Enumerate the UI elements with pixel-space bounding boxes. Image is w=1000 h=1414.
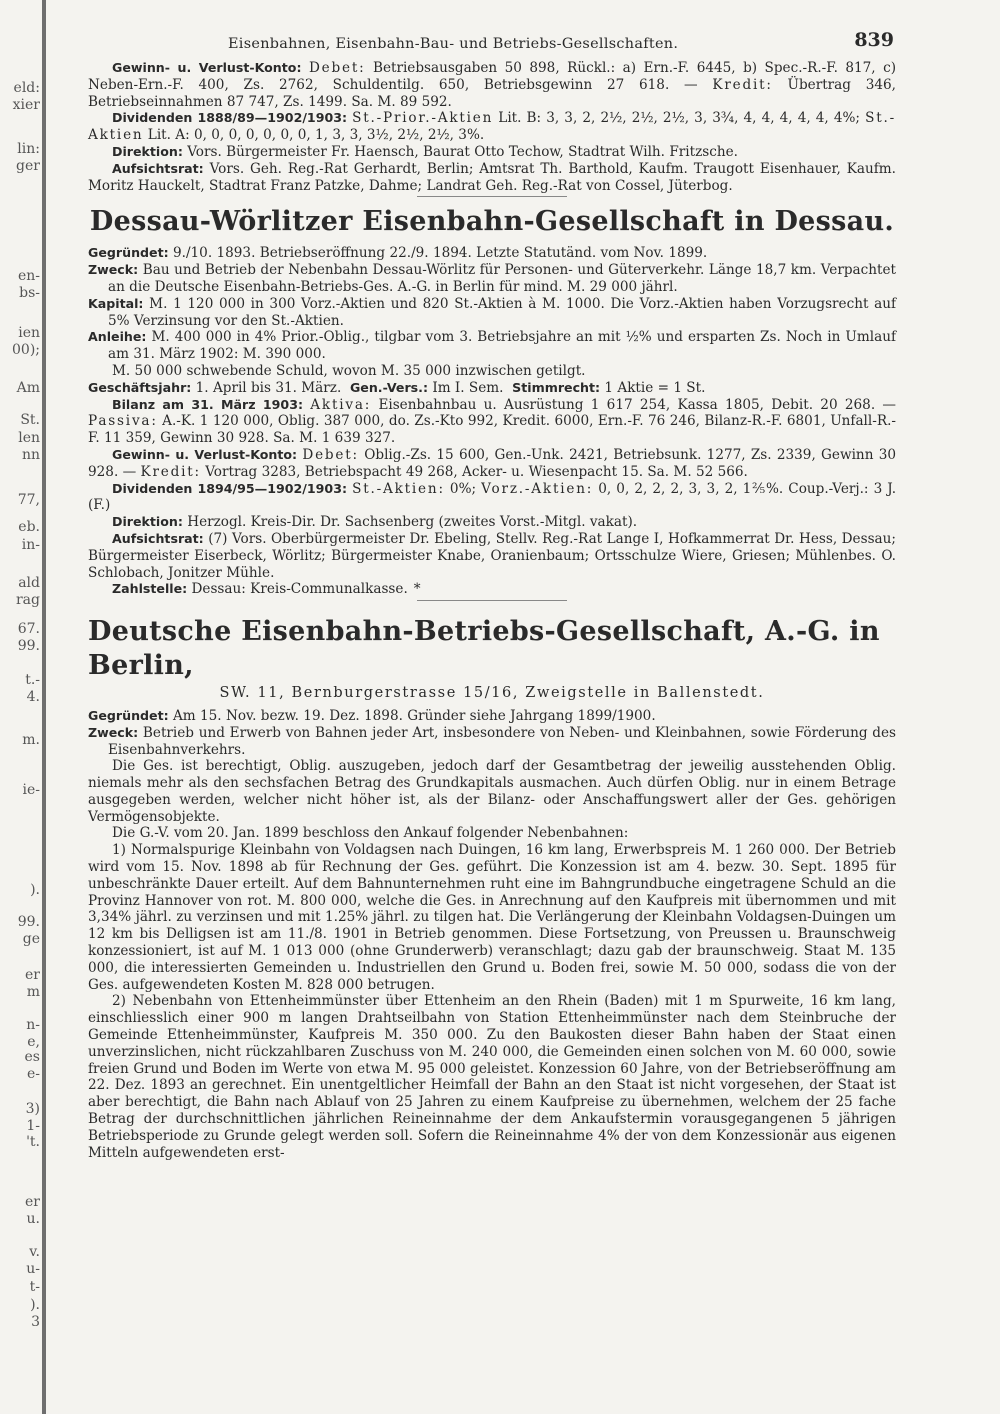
gutter-fragment: in- xyxy=(21,537,40,553)
gutter-fragment: ). xyxy=(30,1297,40,1313)
gutter-fragment: 77, xyxy=(17,492,40,508)
gutter-fragment: t.- xyxy=(25,672,40,688)
gutter-fragment: 1- xyxy=(26,1118,40,1134)
gutter-fragment: ien xyxy=(18,325,40,341)
gutter-fragment: v. xyxy=(29,1244,40,1260)
gutter-fragment: er xyxy=(25,1194,40,1210)
gutter-fragment: u. xyxy=(26,1211,40,1227)
c2-zweck: Zweck: Betrieb und Erwerb von Bahnen jeder Art, insbesondere von Neben- und Kleinbahnen, sowie Förderung des Eisenbahnverkehrs. xyxy=(88,724,896,758)
gutter-fragment: ie- xyxy=(22,782,40,798)
gutter-fragment: bs- xyxy=(19,285,40,301)
company-address: SW. 11, Bernburgerstrasse 15/16, Zweigstelle in Ballenstedt. xyxy=(219,685,765,702)
gutter-fragment: ge xyxy=(22,931,40,947)
gutter-fragment: 3 xyxy=(31,1314,40,1330)
gutter-fragment: es xyxy=(24,1049,40,1065)
gutter-fragment: ald xyxy=(18,575,40,591)
c1-geschaeftsjahr: Geschäftsjahr: 1. April bis 31. März. Gen.-Vers.: Im I. Sem. Stimmrecht: 1 Aktie = 1 St. xyxy=(88,379,706,396)
gutter-fragment: eb. xyxy=(18,519,40,535)
page-header xyxy=(88,28,896,60)
section-divider xyxy=(417,196,567,197)
page-number: 839 xyxy=(854,29,894,51)
gutter-fragment: e- xyxy=(26,1066,40,1082)
c2-paragraph-oblig: Die Ges. ist berechtigt, Oblig. auszugeben, jedoch darf der Gesamtbetrag der jeweilig ausstehenden Oblig. niemals mehr als den sechsfachen Betrag des Grundkapitals ausmachen. Auch dürfen Oblig. nur in einem Betrage ausgegeben werden, welcher nicht höher ist, als der Bilanz- oder Anschaffungswert aller der Ges. gehörigen Vermögensobjekte. xyxy=(88,758,896,825)
gutter-fragment: 3) xyxy=(25,1101,40,1117)
gutter-fragment: Am xyxy=(16,380,40,396)
c1-dividenden: Dividenden 1894/95—1902/1903: St.-Aktien: 0%; Vorz.-Aktien: 0, 0, 2, 2, 2, 3, 3, 2, 1⅖%. Coup.-Verj.: 3 J. (F.) xyxy=(88,480,897,514)
gutter-fragment: 4. xyxy=(26,689,40,705)
gutter-fragment: eld: xyxy=(13,80,40,96)
document-page xyxy=(88,28,896,1161)
company-title-dessau: Dessau-Wörlitzer Eisenbahn-Gesellschaft in Dessau. xyxy=(89,206,895,238)
gutter-fragment: lin: xyxy=(17,141,40,157)
gutter-fragment: n- xyxy=(26,1017,40,1033)
left-margin-gutter xyxy=(0,0,46,1414)
gutter-fragment: m xyxy=(26,984,40,1000)
gutter-fragment: e, xyxy=(27,1034,40,1050)
prev-direktion: Direktion: Vors. Bürgermeister Fr. Haensch, Baurat Otto Techow, Stadtrat Wilh. Fritzsche. xyxy=(112,143,738,160)
c1-zweck: Zweck: Bau und Betrieb der Nebenbahn Dessau-Wörlitz für Personen- und Güterverkehr. Länge 18,7 km. Verpachtet an die Deutsche Eisenbahn-Betriebs-Ges. A.-G. in Berlin für mind. M. 29 000 jährl. xyxy=(88,262,896,295)
gutter-fragment: 67. xyxy=(17,621,40,637)
c1-aufsichtsrat: Aufsichtsrat: (7) Vors. Oberbürgermeister Dr. Ebeling, Stellv. Reg.-Rat Lange I, Hofkammerrat Dr. Hess, Dessau; Bürgermeister Eiserbeck, Wörlitz; Bürgermeister Knabe, Oranienbaum; Ortsschulze Wiere, Griesen; Mühlenbes. O. Schlobach, Jonitzer Mühle. xyxy=(88,530,896,581)
gutter-fragment: nn xyxy=(21,447,40,463)
c1-anleihe: Anleihe: M. 400 000 in 4% Prior.-Oblig., tilgbar vom 3. Betriebsjahre an mit ½% und ersparten Zs. Noch in Umlauf am 31. März 1902: M. 390 000. xyxy=(88,329,896,363)
c1-zahlstelle: Zahlstelle: Dessau: Kreis-Communalkasse. * xyxy=(112,581,421,598)
gutter-fragment: 't. xyxy=(26,1134,40,1150)
gutter-fragment: u- xyxy=(26,1261,40,1277)
binding-shadow-line xyxy=(42,0,46,1414)
c1-gegruendet: Gegründet: 9./10. 1893. Betriebseröffnung 22./9. 1894. Letzte Statutänd. vom Nov. 1899. xyxy=(88,245,708,262)
running-title: Eisenbahnen, Eisenbahn-Bau- und Betriebs-Gesellschaften. xyxy=(228,36,679,52)
company-title-deutsche: Deutsche Eisenbahn-Betriebs-Gesellschaft, A.-G. in Berlin, xyxy=(88,616,880,682)
gutter-fragment: len xyxy=(18,430,40,446)
gutter-fragment: xier xyxy=(12,97,40,113)
prev-dividenden: Dividenden 1888/89—1902/1903: St.-Prior.-Aktien Lit. B: 3, 3, 2, 2½, 2½, 2½, 3, 3¾, 4, 4, 4, 4, 4, 4%; St.-Aktien Lit. A: 0, 0, 0, 0, 0, 0, 0, 1, 3, 3, 3½, 2½, 2½, 3%. xyxy=(88,110,897,144)
gutter-fragment: 99. xyxy=(17,638,40,654)
gutter-fragment: en- xyxy=(17,268,40,284)
gutter-fragment: 00); xyxy=(12,342,40,358)
gutter-fragment: er xyxy=(25,967,40,983)
c1-gewinn-verlust: Gewinn- u. Verlust-Konto: Debet: Oblig.-Zs. 15 600, Gen.-Unk. 2421, Betriebsunk. 1277, Zs. 2339, Gewinn 30 928. — Kredit: Vortrag 3283, Betriebspacht 49 268, Acker- u. Wiesenpacht 15. Sa. M. 52 566. xyxy=(88,446,897,480)
c1-kapital: Kapital: M. 1 120 000 in 300 Vorz.-Aktien und 820 St.-Aktien à M. 1000. Die Vorz.-Aktien haben Vorzugsrecht auf 5% Verzinsung vor den St.-Aktien. xyxy=(88,295,896,329)
c2-paragraph-gv: Die G.-V. vom 20. Jan. 1899 beschloss den Ankauf folgender Nebenbahnen: xyxy=(112,825,629,842)
c2-gegruendet: Gegründet: Am 15. Nov. bezw. 19. Dez. 1898. Gründer siehe Jahrgang 1899/1900. xyxy=(88,707,656,724)
prev-aufsichtsrat: Aufsichtsrat: Vors. Geh. Reg.-Rat Gerhardt, Berlin; Amtsrat Th. Barthold, Kaufm. Traugott Eisenhauer, Kaufm. Moritz Hauckelt, Stadtrat Franz Patzke, Dahme; Landrat Geh. Reg.-Rat von Cossel, Jüterbog. xyxy=(88,160,896,194)
section-divider xyxy=(417,600,567,601)
c1-bilanz: Bilanz am 31. März 1903: Aktiva: Eisenbahnbau u. Ausrüstung 1 617 254, Kassa 1805, Debit. 20 268. — Passiva: A.-K. 1 120 000, Oblig. 387 000, do. Zs.-Kto 992, Kredit. 6000, Ern.-F. 76 246, Bilanz-R.-F. 6801, Unfall-R.-F. 11 359, Gewinn 30 928. Sa. M. 1 639 327. xyxy=(88,396,897,447)
c2-paragraph-ettenheim: 2) Nebenbahn von Ettenheimmünster über Ettenheim an den Rhein (Baden) mit 1 m Spurweite, 16 km lang, einschliesslich einer 900 m langen Drahtseilbahn von Station Ettenheimmünster nach dem Steinbruche der Gemeinde Ettenheimmünster, Kaufpreis M. 350 000. Zu den Baukosten dieser Bahn haben der Staat einen unverzinslichen, nicht rückzahlbaren Zuschuss von M. 240 000, die Gemeinden einen solchen von M. 60 000, sowie freien Grund und Boden im Werte von etwa M. 95 000 geleistet. Konzession 60 Jahre, von der Betriebseröffnung am 22. Dez. 1893 an gerechnet. Ein unentgeltlicher Heimfall der Bahn an den Staat ist nicht vorgesehen, der Staat ist aber berechtigt, die Bahn nach Ablauf von 25 Jahren zu einem Kaufpreise zu übernehmen, welchem der 25 fache Betrag der durchschnittlichen jährlichen Reineinnahme der dem Ankaufstermin vorausgegangenen 5 jährigen Betriebsperiode zu Grunde gelegt werden soll. Sofern die Reineinnahme 4% der von dem Konzessionär aus eigenen Mitteln aufgewendeten erst- xyxy=(88,993,896,1161)
c2-paragraph-voldagsen: 1) Normalspurige Kleinbahn von Voldagsen nach Duingen, 16 km lang, Erwerbspreis M. 1 260 000. Der Betrieb wird vom 15. Nov. 1898 ab für Rechnung der Ges. geführt. Die Konzession ist am 4. bezw. 30. Sept. 1895 für unbeschränkte Dauer erteilt. Auf dem Bahnunternehmen ruht eine im Bahngrundbuche eingetragene Schuld an die Provinz Hannover von rot. M. 800 000, welche die Ges. in Anrechnung auf den Kaufpreis mit übernommen und mit 3,34% jährl. zu verzinsen und mit 1.25% jährl. zu tilgen hat. Die Verlängerung der Kleinbahn Voldagsen-Duingen um 12 km bis Delligsen ist am 11./8. 1901 in Betrieb genommen. Diese Fortsetzung, von Preussen u. Braunschweig konzessioniert, ist auf M. 1 013 000 (ohne Grunderwerb) veranschlagt; dazu gab der braunschweig. Staat M. 135 000, die interessierten Gemeinden u. Industriellen den Grund u. Boden frei, sowie M. 50 000, sodass die von der Ges. aufgewendeten Kosten M. 828 000 betrugen. xyxy=(88,842,896,993)
c1-anleihe-schuld: M. 50 000 schwebende Schuld, wovon M. 35 000 inzwischen getilgt. xyxy=(112,362,586,379)
c1-direktion: Direktion: Herzogl. Kreis-Dir. Dr. Sachsenberg (zweites Vorst.-Mitgl. vakat). xyxy=(112,514,638,531)
gutter-fragment: ). xyxy=(30,882,40,898)
gutter-fragment: St. xyxy=(20,412,40,428)
gutter-fragment: 99. xyxy=(17,914,40,930)
gutter-fragment: ger xyxy=(16,158,40,174)
gutter-fragment: t- xyxy=(29,1279,40,1295)
gutter-fragment: rag xyxy=(15,592,40,608)
prev-gewinn-verlust: Gewinn- u. Verlust-Konto: Debet: Betriebsausgaben 50 898, Rückl.: a) Ern.-F. 6445, b) Spec.-R.-F. 817, c) Neben-Ern.-F. 400, Zs. 2762, Schuldentilg. 650, Betriebsgewinn 27 618. — Kredit: Übertrag 346, Betriebseinnahmen 87 747, Zs. 1499. Sa. M. 89 592. xyxy=(88,60,897,110)
gutter-fragment: m. xyxy=(22,732,40,748)
